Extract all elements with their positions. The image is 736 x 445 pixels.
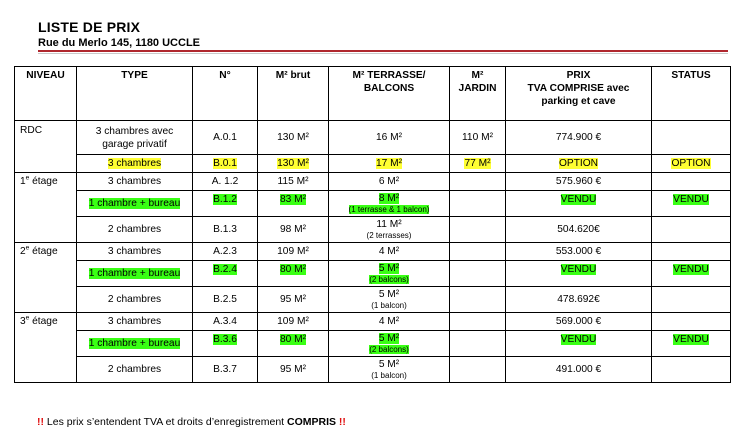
cell-status: OPTION: [652, 155, 731, 173]
cell-prix: VENDU: [506, 191, 652, 217]
cell-type: 2 chambres: [77, 357, 193, 383]
cell-no: A. 1.2: [193, 173, 258, 191]
table-row: [15, 331, 731, 357]
cell-no: B.3.6: [193, 331, 258, 357]
cell-brut: 109 M²: [258, 243, 329, 261]
cell-type: 3 chambres: [77, 243, 193, 261]
cell-brut: 80 M²: [258, 331, 329, 357]
cell-no: B.2.5: [193, 287, 258, 313]
col-header-m2-jardin: M² JARDIN: [450, 67, 506, 121]
table-row: [15, 217, 731, 243]
cell-jardin: [450, 261, 506, 287]
cell-status: VENDU: [652, 191, 731, 217]
cell-no: A.0.1: [193, 121, 258, 155]
cell-brut: 95 M²: [258, 357, 329, 383]
cell-type: 2 chambres: [77, 217, 193, 243]
cell-brut: 83 M²: [258, 191, 329, 217]
page-title: LISTE DE PRIX: [38, 19, 141, 35]
cell-type: 2 chambres: [77, 287, 193, 313]
cell-no: B.1.2: [193, 191, 258, 217]
cell-terrasse: 16 M²: [329, 121, 450, 155]
cell-type: 3 chambres: [77, 155, 193, 173]
cell-prix: 569.000 €: [506, 313, 652, 331]
col-header-no: N°: [193, 67, 258, 121]
cell-status: [652, 217, 731, 243]
price-table: [14, 66, 731, 383]
cell-jardin: [450, 313, 506, 331]
cell-prix: 553.000 €: [506, 243, 652, 261]
footer-note: [37, 416, 346, 428]
table-row: [15, 243, 731, 261]
col-header-prix: PRIX TVA COMPRISE avec parking et cave: [506, 67, 652, 121]
cell-no: B.2.4: [193, 261, 258, 287]
cell-jardin: [450, 357, 506, 383]
col-header-status: STATUS: [652, 67, 731, 121]
cell-jardin: [450, 191, 506, 217]
cell-jardin: [450, 287, 506, 313]
cell-status: [652, 287, 731, 313]
table-row: [15, 357, 731, 383]
cell-status: [652, 173, 731, 191]
table-row: [15, 191, 731, 217]
col-header-m2-terrasse: M² TERRASSE/ BALCONS: [329, 67, 450, 121]
cell-terrasse: 5 M² (2 balcons): [329, 261, 450, 287]
col-header-type: TYPE: [77, 67, 193, 121]
cell-terrasse: 11 M² (2 terrasses): [329, 217, 450, 243]
table-row: [15, 121, 731, 155]
table-row: [15, 173, 731, 191]
cell-type: 1 chambre + bureau: [77, 331, 193, 357]
cell-type: 3 chambres avec garage privatif: [77, 121, 193, 155]
cell-terrasse: 5 M² (1 balcon): [329, 357, 450, 383]
cell-no: A.2.3: [193, 243, 258, 261]
warning-marks: !!: [37, 416, 44, 428]
cell-terrasse: 5 M² (2 balcons): [329, 331, 450, 357]
cell-prix: 491.000 €: [506, 357, 652, 383]
cell-no: B.3.7: [193, 357, 258, 383]
cell-no: B.0.1: [193, 155, 258, 173]
cell-terrasse: 17 M²: [329, 155, 450, 173]
footer-bold: COMPRIS: [287, 416, 337, 428]
cell-terrasse: 8 M² (1 terrasse & 1 balcon): [329, 191, 450, 217]
level-2: 2e étage: [15, 243, 77, 313]
footer-text: Les prix s’entendent TVA et droits d’enregistrement: [44, 416, 287, 428]
cell-prix: VENDU: [506, 261, 652, 287]
table-row: [15, 261, 731, 287]
cell-prix: 575.960 €: [506, 173, 652, 191]
cell-prix: 504.620€: [506, 217, 652, 243]
col-header-m2-brut: M² brut: [258, 67, 329, 121]
cell-jardin: [450, 217, 506, 243]
cell-jardin: 110 M²: [450, 121, 506, 155]
cell-jardin: 77 M²: [450, 155, 506, 173]
cell-type: 1 chambre + bureau: [77, 261, 193, 287]
cell-brut: 130 M²: [258, 121, 329, 155]
cell-brut: 115 M²: [258, 173, 329, 191]
table-header-row: [15, 67, 731, 121]
cell-terrasse: 5 M² (1 balcon): [329, 287, 450, 313]
cell-prix: 774.900 €: [506, 121, 652, 155]
cell-jardin: [450, 243, 506, 261]
cell-brut: 109 M²: [258, 313, 329, 331]
cell-status: [652, 121, 731, 155]
address-subtitle: Rue du Merlo 145, 1180 UCCLE: [38, 37, 200, 49]
cell-brut: 130 M²: [258, 155, 329, 173]
table-row: [15, 313, 731, 331]
cell-no: A.3.4: [193, 313, 258, 331]
cell-no: B.1.3: [193, 217, 258, 243]
cell-type: 3 chambres: [77, 313, 193, 331]
level-1: 1e étage: [15, 173, 77, 243]
header-divider-shadow: [38, 53, 728, 54]
table-row: [15, 287, 731, 313]
warning-marks-end: !!: [336, 416, 346, 428]
level-3: 3e étage: [15, 313, 77, 383]
level-rdc: RDC: [15, 121, 77, 173]
cell-terrasse: 6 M²: [329, 173, 450, 191]
cell-brut: 98 M²: [258, 217, 329, 243]
cell-prix: 478.692€: [506, 287, 652, 313]
cell-status: VENDU: [652, 261, 731, 287]
cell-brut: 80 M²: [258, 261, 329, 287]
cell-prix: VENDU: [506, 331, 652, 357]
cell-prix: OPTION: [506, 155, 652, 173]
table-row: [15, 155, 731, 173]
cell-brut: 95 M²: [258, 287, 329, 313]
cell-status: [652, 313, 731, 331]
cell-jardin: [450, 173, 506, 191]
cell-terrasse: 4 M²: [329, 243, 450, 261]
cell-jardin: [450, 331, 506, 357]
cell-status: [652, 243, 731, 261]
cell-terrasse: 4 M²: [329, 313, 450, 331]
cell-type: 3 chambres: [77, 173, 193, 191]
header-divider: [38, 50, 728, 52]
col-header-niveau: NIVEAU: [15, 67, 77, 121]
cell-type: 1 chambre + bureau: [77, 191, 193, 217]
cell-status: [652, 357, 731, 383]
cell-status: VENDU: [652, 331, 731, 357]
